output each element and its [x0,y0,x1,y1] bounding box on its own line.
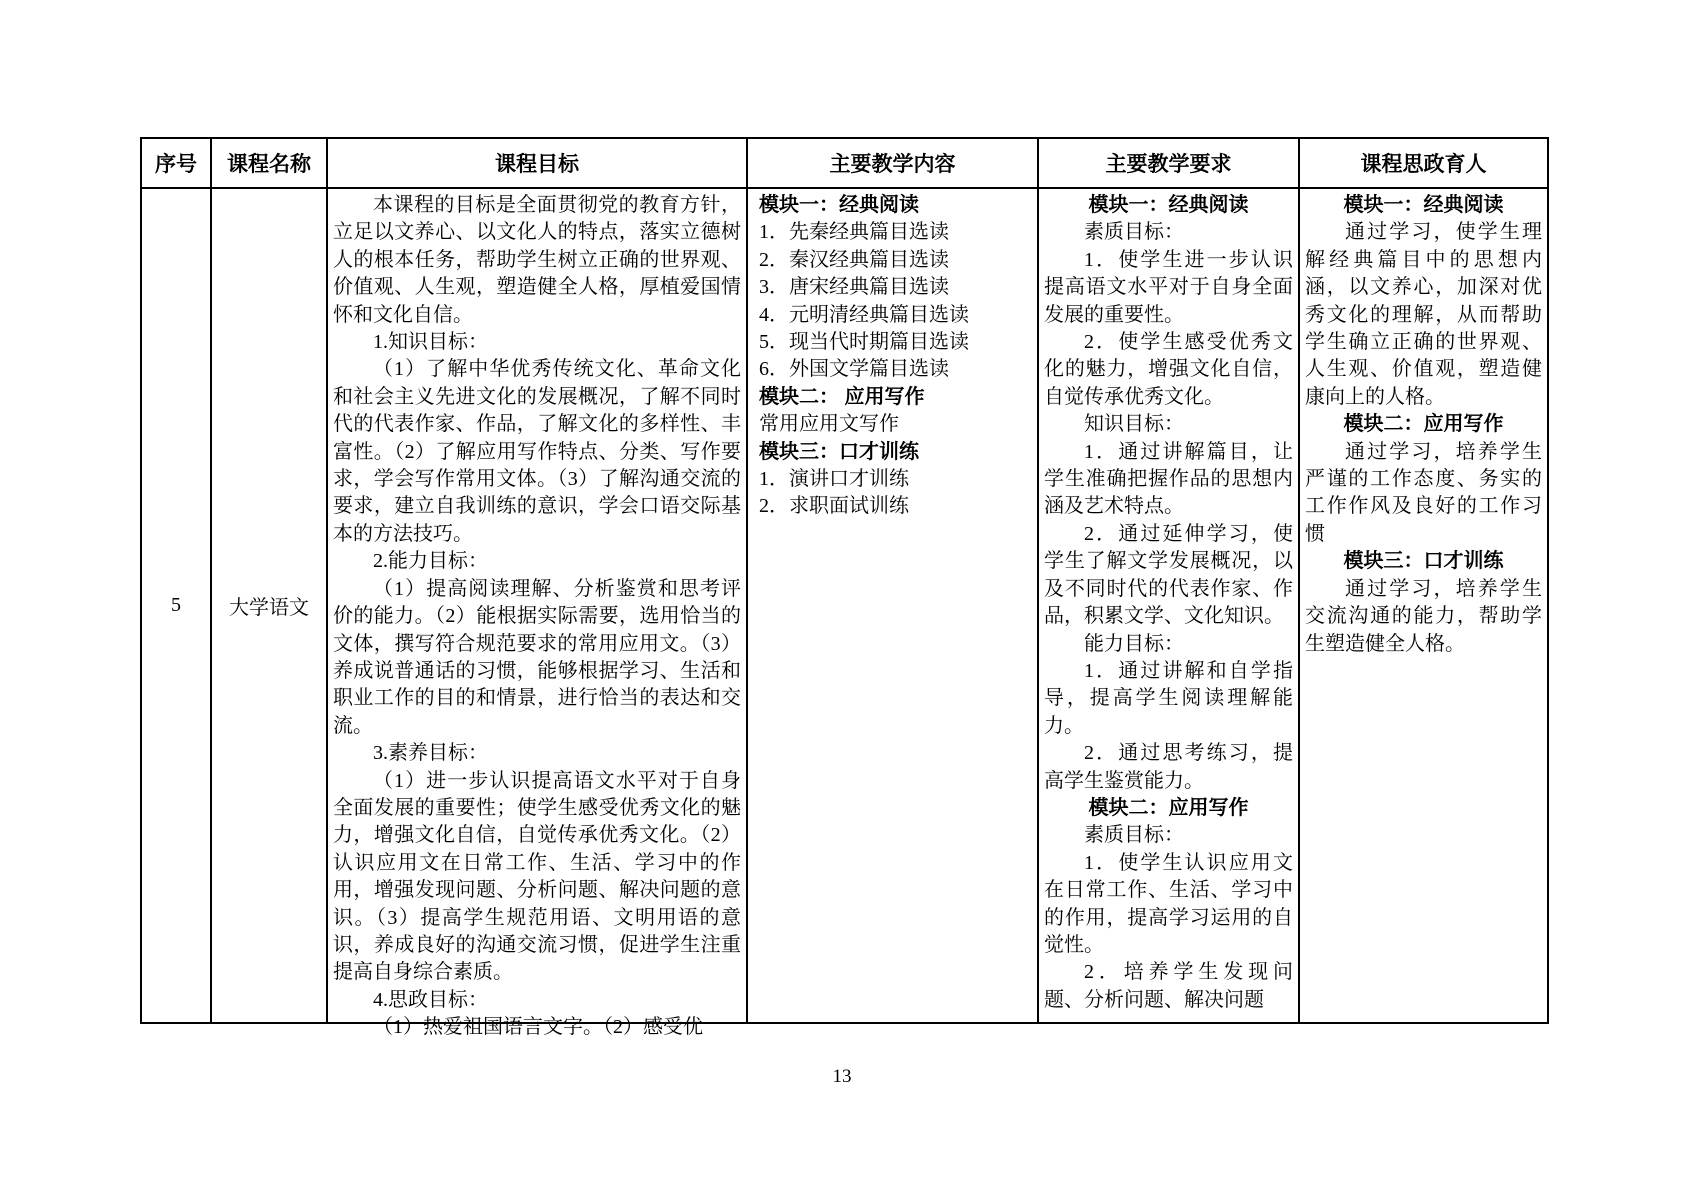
paragraph: 1．使学生认识应用文在日常工作、生活、学习中的作用，提高学习运用的自觉性。 [1044,851,1293,956]
paragraph: 2.能力目标： [373,550,488,573]
content-text [759,192,1032,1022]
header-row [141,138,1548,188]
header-course-name: 课程名称 [211,138,327,188]
header-requirements: 主要教学要求 [1038,138,1299,188]
paragraph: 模块三：口才训练 [1343,550,1504,573]
paragraph: 6．外国文学篇目选读 [759,358,949,381]
paragraph: 4．元明清经典篇目选读 [759,303,969,326]
paragraph: 3.素养目标： [373,742,488,765]
paragraph: 模块一：经典阅读 [759,194,919,216]
paragraph: 模块一：经典阅读 [1088,194,1249,216]
paragraph: 2．通过延伸学习，使学生了解文学发展概况，以及不同时代的代表作家、作品，积累文学、文化知识。 [1044,522,1293,628]
paragraph: 1．演讲口才训练 [759,468,909,491]
table-row [141,188,1548,1023]
paragraph: 1.知识目标： [373,331,488,354]
course-table [140,137,1549,1039]
paragraph: 素质目标： [1084,824,1184,847]
paragraph: 通过学习，培养学生交流沟通的能力，帮助学生塑造健全人格。 [1305,577,1542,655]
paragraph: 1．通过讲解篇目，让学生准确把握作品的思想内涵及艺术特点。 [1044,440,1293,518]
paragraph: 模块二：应用写作 [1343,413,1504,436]
paragraph: 2．培养学生发现问题、分析问题、解决问题 [1044,961,1293,1011]
paragraph: （1）提高阅读理解、分析鉴赏和思考评价的能力。（2）能根据实际需要，选用恰当的文体，撰写符合规范要求的常用应用文。（3）养成说普通话的习惯，能够根据学习、生活和职业工作的目的和情景，进行恰当的表达和交流。 [333,577,741,737]
paragraph: 模块二： 应用写作 [759,385,925,408]
paragraph: 通过学习，使学生理解经典篇目中的思想内涵，以文养心，加深对优秀文化的理解，从而帮助学生确立正确的世界观、人生观、价值观，塑造健康向上的人格。 [1305,221,1542,408]
objectives-text [333,192,741,1039]
page-number: 13 [832,1066,852,1087]
header-ideology: 课程思政育人 [1299,138,1548,188]
paragraph: （1）热爱祖国语言文字。（2）感受优 [373,1016,703,1039]
paragraph: 4.思政目标： [373,988,488,1011]
cell-objectives [327,188,747,1039]
cell-ideology [1299,188,1548,1023]
header-objectives: 课程目标 [327,138,747,188]
paragraph: 模块二：应用写作 [1088,796,1249,819]
paragraph: （1）了解中华优秀传统文化、革命文化和社会主义先进文化的发展概况，了解不同时代的代表作家、作品，了解文化的多样性、丰富性。（2）了解应用写作特点、分类、写作要求，学会写作常用文体。（3）了解沟通交流的要求，建立自我训练的意识，学会口语交际基本的方法技巧。 [333,358,741,545]
cell-index: 5 [141,188,211,1023]
paragraph: 5．现当代时期篇目选读 [759,331,969,354]
paragraph: 2．通过思考练习，提高学生鉴赏能力。 [1044,742,1293,792]
cell-content [747,188,1038,1023]
requirements-text [1044,192,1293,1022]
paragraph: 3．唐宋经典篇目选读 [759,276,949,299]
paragraph: 通过学习，培养学生严谨的工作态度、务实的工作作风及良好的工作习惯 [1305,440,1542,545]
paragraph: 1．先秦经典篇目选读 [759,221,949,244]
paragraph: 常用应用文写作 [759,413,899,436]
paragraph: 本课程的目标是全面贯彻党的教育方针，立足以文养心、以文化人的特点，落实立德树人的根本任务，帮助学生树立正确的世界观、价值观、人生观，塑造健全人格，厚植爱国情怀和文化自信。 [333,194,741,326]
paragraph: 2．求职面试训练 [759,495,909,518]
paragraph: 素质目标： [1084,221,1184,244]
paragraph: 1．通过讲解和自学指导，提高学生阅读理解能力。 [1044,659,1293,737]
paragraph: 模块三：口才训练 [759,440,919,463]
header-index: 序号 [141,138,211,188]
paragraph: 2．秦汉经典篇目选读 [759,248,949,271]
paragraph: 2．使学生感受优秀文化的魅力，增强文化自信，自觉传承优秀文化。 [1044,331,1293,408]
paragraph: 能力目标： [1084,632,1184,655]
paragraph: 知识目标： [1084,413,1184,436]
header-content: 主要教学内容 [747,138,1038,188]
ideology-text [1305,192,1542,1022]
paragraph: 1．使学生进一步认识提高语文水平对于自身全面发展的重要性。 [1044,248,1293,326]
cell-requirements [1038,188,1299,1023]
cell-course-name: 大学语文 [211,188,327,1023]
paragraph: 模块一：经典阅读 [1343,194,1504,216]
paragraph: （1）进一步认识提高语文水平对于自身全面发展的重要性；使学生感受优秀文化的魅力，增强文化自信，自觉传承优秀文化。（2）认识应用文在日常工作、生活、学习中的作用，增强发现问题、分析问题、解决问题的意识。（3）提高学生规范用语、文明用语的意识，养成良好的沟通交流习惯，促进学生注重提高自身综合素质。 [333,769,741,984]
